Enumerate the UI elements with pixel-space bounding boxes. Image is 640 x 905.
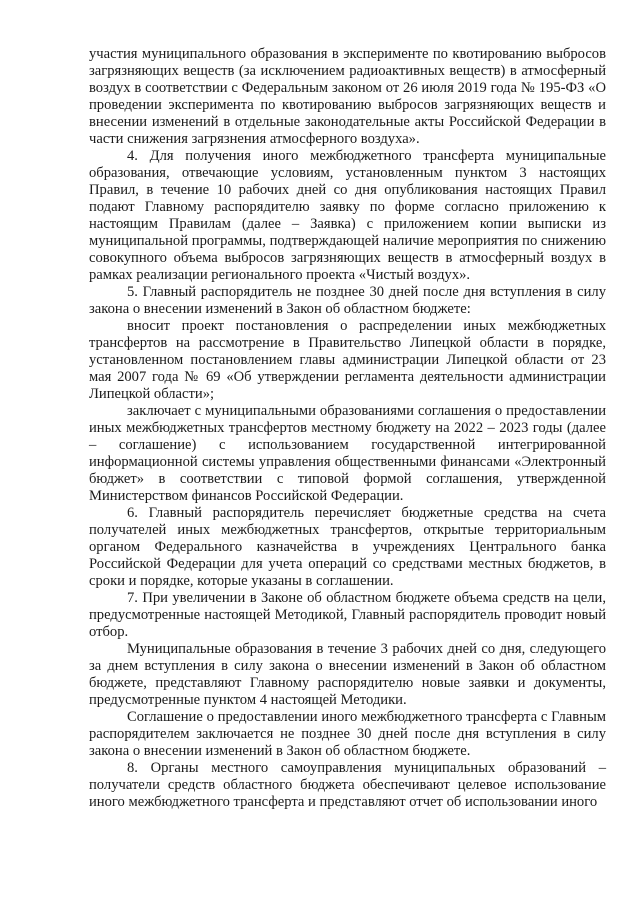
paragraph-item-7: 7. При увеличении в Законе об областном бюджете объема средств на цели, предусмотренные настоящей Методикой, Главный распорядитель проводит новый отбор. bbox=[89, 590, 606, 640]
paragraph-item-4: 4. Для получения иного межбюджетного трансферта муниципальные образования, отвечающие условиям, установленным пунктом 3 настоящих Правил, в течение 10 рабочих дней со дня опубликования настоящих Правил подают Главному распорядителю заявку по форме согласно приложению к настоящим Правилам (далее – Заявка) с приложением копии выписки из муниципальной программы, подтверждающей наличие мероприятия по снижению совокупного объема выбросов загрязняющих веществ в атмосферный воздух в рамках реализации регионального проекта «Чистый воздух». bbox=[89, 148, 606, 283]
paragraph-item-5-submit: вносит проект постановления о распределении иных межбюджетных трансфертов на рассмотрение в Правительство Липецкой области в порядке, установленном постановлением главы администрации Липецкой области от 23 мая 2007 года № 69 «Об утверждении регламента деятельности администрации Липецкой области»; bbox=[89, 318, 606, 402]
paragraph-continuation: участия муниципального образования в эксперименте по квотированию выбросов загрязняющих веществ (за исключением радиоактивных веществ) в атмосферный воздух в соответствии с Федеральным законом от 26 июля 2019 года № 195-ФЗ «О проведении эксперимента по квотированию выбросов загрязняющих веществ и внесении изменений в отдельные законодательные акты Российской Федерации в части снижения загрязнения атмосферного воздуха». bbox=[89, 46, 606, 147]
paragraph-item-7-applications: Муниципальные образования в течение 3 рабочих дней со дня, следующего за днем вступления в силу закона о внесении изменений в Закон об областном бюджете, представляют Главному распорядителю новые заявки и документы, предусмотренные пунктом 4 настоящей Методики. bbox=[89, 641, 606, 708]
paragraph-item-8: 8. Органы местного самоуправления муниципальных образований – получатели средств областного бюджета обеспечивают целевое использование иного межбюджетного трансферта и представляют отчет об использовании иного bbox=[89, 760, 606, 810]
paragraph-item-5-agreement: заключает с муниципальными образованиями соглашения о предоставлении иных межбюджетных трансфертов местному бюджету на 2022 – 2023 годы (далее – соглашение) с использованием государственной интегрированной информационной системы управления общественными финансами «Электронный бюджет» в соответствии с типовой формой соглашения, утвержденной Министерством финансов Российской Федерации. bbox=[89, 403, 606, 504]
paragraph-item-7-agreement: Соглашение о предоставлении иного межбюджетного трансферта с Главным распорядителем заключается не позднее 30 дней после дня вступления в силу закона о внесении изменений в Закон об областном бюджете. bbox=[89, 709, 606, 759]
paragraph-item-5: 5. Главный распорядитель не позднее 30 дней после дня вступления в силу закона о внесении изменений в Закон об областном бюджете: bbox=[89, 284, 606, 317]
paragraph-item-6: 6. Главный распорядитель перечисляет бюджетные средства на счета получателей иных межбюджетных трансфертов, открытые территориальным органом Федерального казначейства в учреждениях Центрального банка Российской Федерации для учета операций со средствами местных бюджетов, в сроки и порядке, которые указаны в соглашении. bbox=[89, 505, 606, 589]
